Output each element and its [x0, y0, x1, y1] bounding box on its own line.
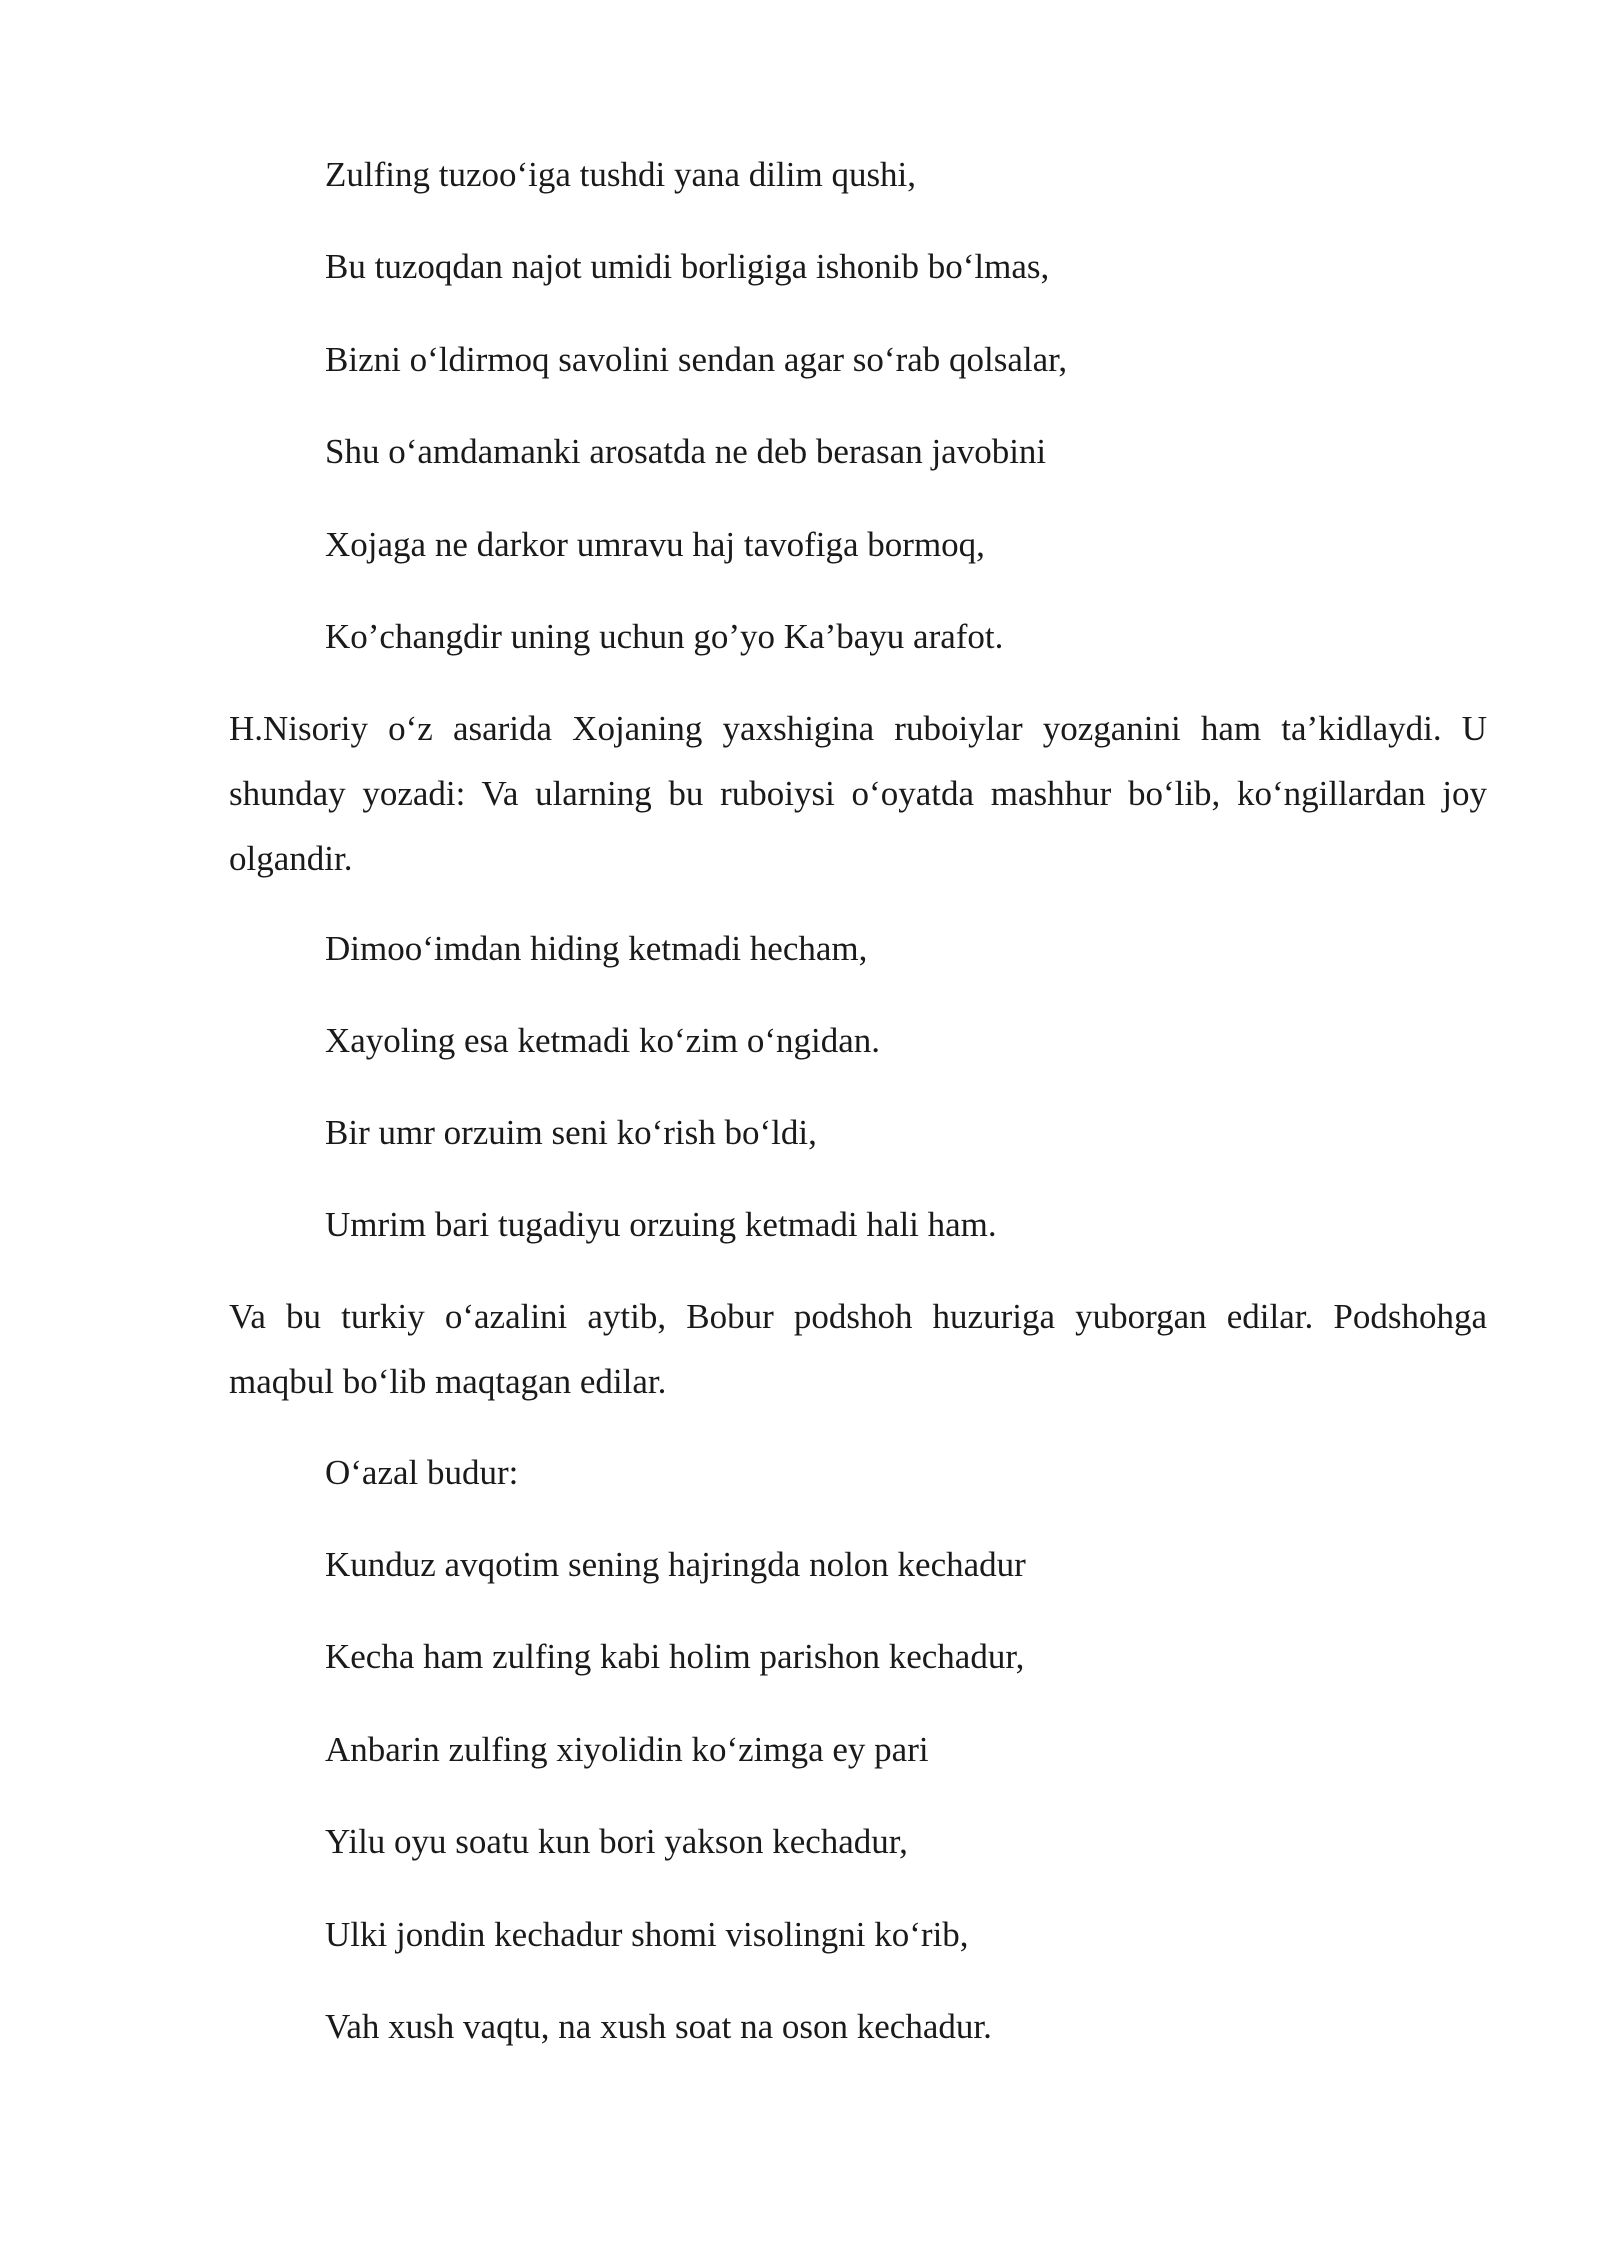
prose-paragraph: Va bu turkiy o‘azalini aytib, Bobur podshoh huzuriga yuborgan edilar. Podshohga maqbul bo‘lib maqtagan edilar. [229, 1297, 1487, 1401]
prose-paragraph: H.Nisoriy o‘z asarida Xojaning yaxshigina ruboiylar yozganini ham ta’kidlaydi. U shunday yozadi: Va ularning bu ruboiysi o‘oyatda mashhur bo‘lib, ko‘ngillardan joy olgandir. [229, 709, 1487, 878]
verse-line: Anbarin zulfing xiyolidin ko‘zimga ey pari [325, 1730, 929, 1769]
verse-line: Xojaga ne darkor umravu haj tavofiga bormoq, [325, 525, 985, 564]
verse-line: Umrim bari tugadiyu orzuing ketmadi hali ham. [325, 1205, 997, 1244]
verse-line: Shu o‘amdamanki arosatda ne deb berasan javobini [325, 432, 1047, 471]
verse-line: Kecha ham zulfing kabi holim parishon kechadur, [325, 1637, 1025, 1676]
verse-line: Ulki jondin kechadur shomi visolingni ko‘rib, [325, 1915, 969, 1954]
verse-line: Ko’changdir uning uchun go’yo Ka’bayu arafot. [325, 617, 1004, 656]
verse-line: Bu tuzoqdan najot umidi borligiga ishonib bo‘lmas, [325, 247, 1050, 286]
section-heading: O‘azal budur: [325, 1453, 519, 1492]
verse-line: Bir umr orzuim seni ko‘rish bo‘ldi, [325, 1113, 817, 1152]
verse-line: Kunduz avqotim sening hajringda nolon kechadur [325, 1545, 1026, 1584]
verse-line: Bizni o‘ldirmoq savolini sendan agar so‘rab qolsalar, [325, 340, 1068, 379]
verse-line: Vah xush vaqtu, na xush soat na oson kechadur. [325, 2007, 992, 2046]
verse-line: Dimoo‘imdan hiding ketmadi hecham, [325, 929, 868, 968]
verse-line: Zulfing tuzoo‘iga tushdi yana dilim qushi, [325, 155, 917, 194]
verse-line: Xayoling esa ketmadi ko‘zim o‘ngidan. [325, 1021, 880, 1060]
verse-line: Yilu oyu soatu kun bori yakson kechadur, [325, 1822, 908, 1861]
